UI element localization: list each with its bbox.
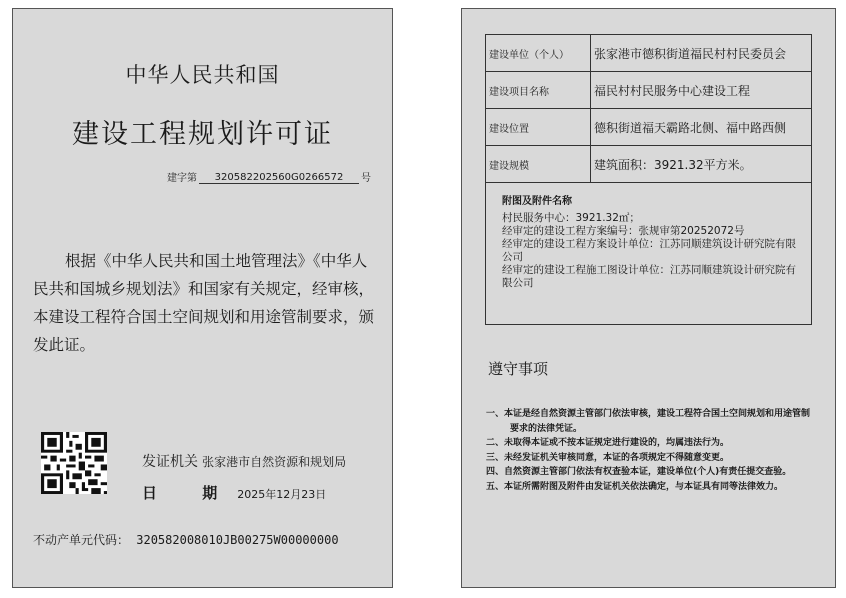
row-value: 建筑面积：3921.32平方米。 — [591, 146, 812, 183]
certificate-body-text: 根据《中华人民共和国土地管理法》《中华人民共和国城乡规划法》和国家有关规定，经审核，本建设工程符合国土空间规划和用途管制要求，颁发此证。 — [33, 252, 375, 354]
attachment-line: 经审定的建设工程施工图设计单位：江苏同顺建筑设计研究院有限公司 — [502, 264, 796, 289]
table-row — [486, 146, 812, 183]
rules-list — [486, 407, 816, 494]
issuing-authority — [142, 451, 346, 471]
certificate-front-page — [12, 8, 393, 588]
rule-item: 一、本证是经自然资源主管部门依法审核，建设工程符合国土空间规划和用途管制要求的法律凭证。 — [486, 409, 811, 434]
row-value: 德积街道福天霸路北侧、福中路西侧 — [591, 109, 812, 146]
rule-item: 四、自然资源主管部门依法有权查验本证，建设单位(个人)有责任提交查验。 — [486, 467, 792, 477]
rule-item: 二、未取得本证或不按本证规定进行建设的，均属违法行为。 — [486, 438, 730, 448]
certificate-number-prefix: 建字第 — [167, 173, 197, 184]
project-info-table — [485, 34, 812, 183]
qr-code-icon — [41, 432, 107, 494]
country-name: 中华人民共和国 — [125, 63, 280, 87]
certificate-title: 建设工程规划许可证 — [72, 119, 333, 150]
table-row — [486, 72, 812, 109]
issue-date-label: 日 期 — [142, 484, 238, 502]
real-estate-unit-code — [33, 531, 339, 548]
real-estate-unit-code-label: 不动产单元代码： — [33, 533, 130, 547]
row-key: 建设单位（个人） — [486, 35, 591, 72]
certificate-number: 320582202560G0266572 — [199, 172, 359, 184]
issue-date-value: 2025年12月23日 — [237, 488, 327, 501]
row-value: 福民村村民服务中心建设工程 — [591, 72, 812, 109]
row-key: 建设规模 — [486, 146, 591, 183]
rule-item: 三、未经发证机关审核同意，本证的各项规定不得随意变更。 — [486, 452, 730, 463]
certificate-number-line — [167, 169, 371, 184]
issuing-authority-value: 张家港市自然资源和规划局 — [202, 455, 347, 469]
row-value: 张家港市德积街道福民村村民委员会 — [591, 35, 812, 72]
attachment-line: 经审定的建设工程方案设计单位：江苏同顺建筑设计研究院有限公司 — [502, 238, 796, 263]
row-key: 建设位置 — [486, 109, 591, 146]
issuing-authority-label: 发证机关 — [142, 454, 198, 470]
certificate-number-suffix: 号 — [361, 173, 371, 184]
rules-title: 遵守事项 — [488, 360, 549, 378]
attachment-line: 村民服务中心：3921.32㎡； — [502, 212, 640, 224]
certificate-back-page — [461, 8, 836, 588]
attachment-line: 经审定的建设工程方案编号：张规审第20252072号 — [502, 225, 745, 237]
real-estate-unit-code-value: 320582008010JB00275W00000000 — [136, 533, 339, 547]
attachments-box — [485, 180, 812, 325]
attachments-title: 附图及附件名称 — [502, 196, 572, 207]
issue-date — [142, 482, 326, 503]
table-row — [486, 109, 812, 146]
row-key: 建设项目名称 — [486, 72, 591, 109]
table-row — [486, 35, 812, 72]
rule-item: 五、本证所需附图及附件由发证机关依法确定，与本证具有同等法律效力。 — [486, 481, 784, 492]
